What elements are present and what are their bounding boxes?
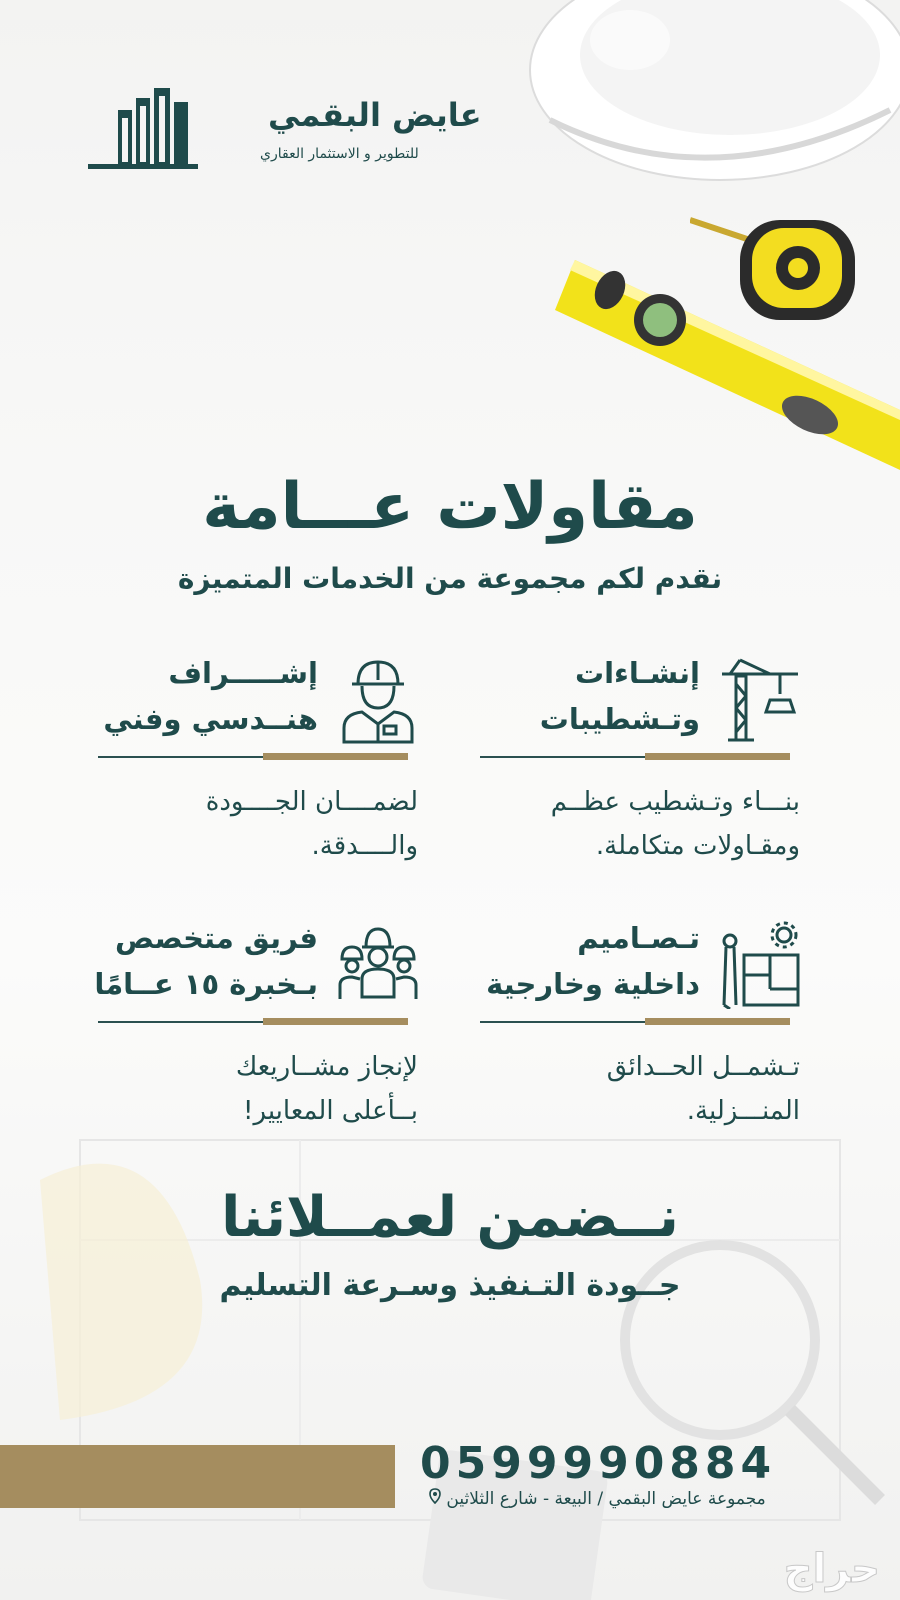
service-desc-line1: لضمــــان الجــــودة xyxy=(205,787,418,817)
service-description xyxy=(98,780,418,868)
building-logo-icon xyxy=(88,88,268,173)
page-title: مقاولات عـــامة xyxy=(202,470,698,544)
service-desc-line1: تـشمــل الحــدائق xyxy=(606,1052,800,1082)
phone-number[interactable]: 0599990884 xyxy=(420,1438,777,1489)
service-title-line2: هنــدسي وفني xyxy=(103,702,318,736)
service-description xyxy=(480,1045,800,1133)
service-desc-line1: لإنجاز مشــاريعك xyxy=(235,1052,418,1082)
service-description xyxy=(98,1045,418,1133)
divider-accent xyxy=(645,1018,790,1025)
service-divider xyxy=(480,1021,790,1023)
address xyxy=(425,1488,820,1509)
service-divider xyxy=(98,756,408,758)
company-tagline: للتطوير و الاستثمار العقاري xyxy=(260,146,419,162)
service-title-line1: إنشـاءات xyxy=(574,656,700,690)
service-desc-line2: ومقـاولات متكاملة. xyxy=(595,831,800,861)
service-card-construction xyxy=(480,650,800,870)
location-pin-icon xyxy=(429,1488,441,1504)
watermark-text: حراج xyxy=(783,1546,880,1592)
gold-accent-bar xyxy=(0,1445,395,1508)
page-subtitle: نقدم لكم مجموعة من الخدمات المتميزة xyxy=(177,562,723,595)
engineer-icon xyxy=(338,654,418,744)
service-title-line2: وتـشطيبات xyxy=(539,702,700,736)
service-desc-line2: المنـــزلية. xyxy=(686,1096,800,1126)
divider-accent xyxy=(263,1018,408,1025)
address-text: مجموعة عايض البقمي / البيعة - شارع الثلاثين xyxy=(446,1489,766,1509)
service-title-line1: تـصـاميم xyxy=(577,921,700,955)
service-desc-line1: بنـــاء وتـشطيب عظــم xyxy=(550,787,800,817)
team-icon xyxy=(338,919,418,1009)
service-card-supervision xyxy=(98,650,418,870)
service-title xyxy=(88,915,318,1007)
service-title-line2: داخلية وخارجية xyxy=(486,967,700,1001)
service-title-line1: إشـــــراف xyxy=(168,656,318,690)
service-card-team xyxy=(94,915,418,1135)
service-title xyxy=(88,650,318,742)
service-desc-line2: بــأعلى المعايير! xyxy=(243,1096,418,1126)
hard-hat-image xyxy=(510,0,900,200)
spirit-level-image xyxy=(555,250,900,470)
divider-accent xyxy=(263,753,408,760)
service-title-line1: فريق متخصص xyxy=(115,921,318,955)
crane-icon xyxy=(720,654,800,744)
service-description xyxy=(480,780,800,868)
watermark xyxy=(784,1546,880,1592)
guarantee-subtitle: جــودة التـنفيذ وسـرعة التسليم xyxy=(219,1268,681,1303)
service-title-line2: بـخبرة ١٥ عــامًا xyxy=(94,967,318,1001)
company-logo xyxy=(88,88,482,178)
service-card-design xyxy=(480,915,800,1135)
service-title xyxy=(470,650,700,742)
divider-accent xyxy=(645,753,790,760)
service-divider xyxy=(98,1021,408,1023)
guarantee-title: نــضمن لعمــلائنا xyxy=(221,1185,679,1250)
company-name: عايض البقمي xyxy=(268,96,482,134)
service-desc-line2: والــــدقة. xyxy=(311,831,418,861)
service-divider xyxy=(480,756,790,758)
service-title xyxy=(470,915,700,1007)
design-plan-icon xyxy=(720,919,800,1009)
